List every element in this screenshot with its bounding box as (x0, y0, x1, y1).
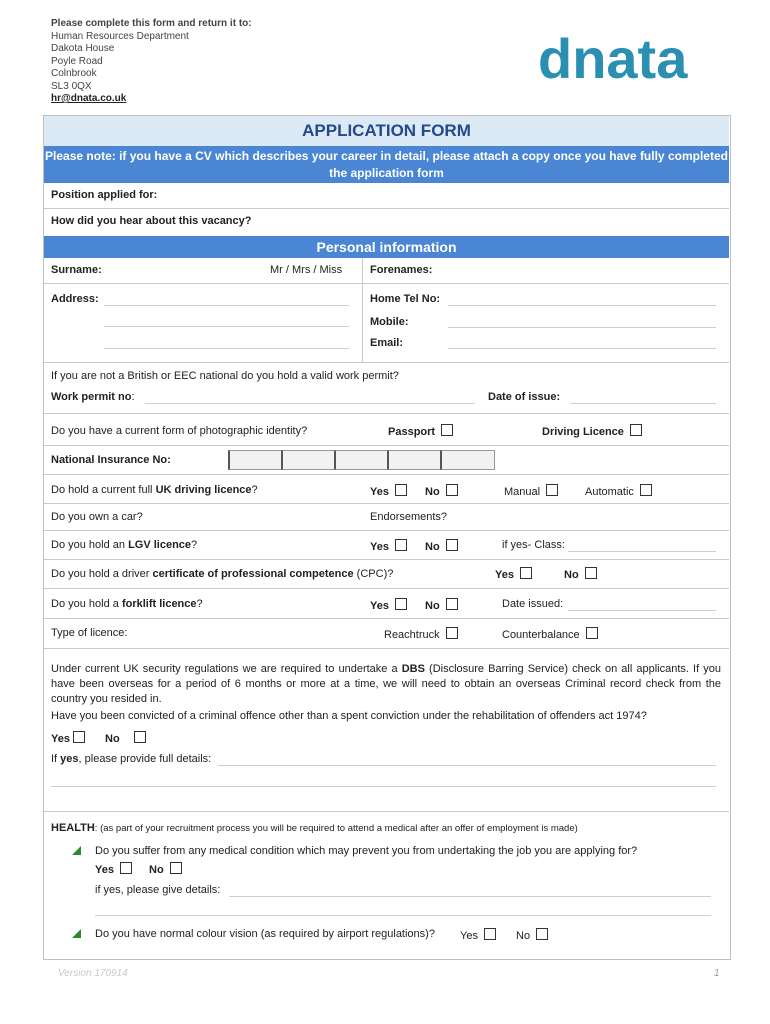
personal-info-header: Personal information (44, 236, 729, 258)
dbs-paragraph (51, 662, 721, 707)
dbs-post: (Disclosure Barring Service) check on all applicants. If you have been overseas for a period of 6 months or more at a time, we will need to obtain an overseas Criminal record check from the country you resided in. (51, 663, 721, 705)
yes-label: Yes (51, 733, 70, 745)
dbs-pre: Under current UK security regulations we are required to undertake a (51, 663, 402, 675)
divider (44, 362, 729, 363)
divider (44, 618, 729, 619)
forklift-no-checkbox[interactable] (446, 598, 458, 610)
automatic-checkbox[interactable] (640, 484, 652, 496)
own-car-question: Do you own a car? (51, 511, 143, 523)
lgv-question (51, 539, 197, 551)
medical-no-checkbox[interactable] (170, 862, 182, 874)
mobile-label: Mobile: (370, 316, 409, 328)
yes-label: Yes (95, 864, 114, 876)
counterbalance-checkbox[interactable] (586, 627, 598, 639)
return-address (51, 18, 252, 106)
forklift-q-pre: Do you hold a (51, 598, 122, 610)
driving-licence-checkbox[interactable] (630, 424, 642, 436)
uk-licence-q-bold: UK driving licence (155, 484, 252, 496)
lgv-q-post: ? (191, 539, 198, 551)
cv-note-text: Please note: if you have a CV which describes your career in detail, please attach a copy once you have fully completed the application form (45, 149, 728, 180)
ni-box-4[interactable] (387, 450, 441, 470)
cpc-q-post: (CPC)? (353, 568, 394, 580)
no-label: No (425, 486, 440, 498)
driving-licence-label: Driving Licence (542, 426, 624, 438)
reachtruck-checkbox[interactable] (446, 627, 458, 639)
medical-question: Do you suffer from any medical condition which may prevent you from undertaking the job you are applying for? (95, 845, 638, 857)
uk-licence-q-pre: Do hold a current full (51, 484, 156, 496)
conviction-yes-checkbox[interactable] (73, 731, 85, 743)
divider (44, 648, 729, 649)
divider (44, 413, 729, 414)
divider (44, 474, 729, 475)
if-yes-bold: yes (60, 753, 79, 765)
cpc-q-pre: Do you hold a driver (51, 568, 153, 580)
date-of-issue-field[interactable] (570, 403, 716, 404)
no-label: No (105, 733, 120, 745)
position-label: Position applied for: (51, 189, 158, 201)
uk-licence-question (51, 484, 258, 496)
hear-label: How did you hear about this vacancy? (51, 215, 252, 227)
if-yes-pre: If (51, 753, 61, 765)
medical-details-field[interactable] (95, 915, 711, 916)
forenames-label: Forenames: (370, 264, 433, 276)
yes-label: Yes (370, 486, 389, 498)
cv-note (44, 146, 729, 183)
ni-box-2[interactable] (281, 450, 335, 470)
no-label: No (564, 569, 579, 581)
automatic-label: Automatic (585, 486, 634, 498)
version-label: Version 170914 (58, 968, 128, 979)
forklift-q-bold: forklift licence (121, 598, 197, 610)
reachtruck-label: Reachtruck (384, 629, 440, 641)
passport-label: Passport (388, 426, 436, 438)
ni-box-3[interactable] (334, 450, 388, 470)
ni-label: National Insurance No: (51, 454, 171, 466)
uk-licence-yes-checkbox[interactable] (395, 484, 407, 496)
passport-checkbox[interactable] (441, 424, 453, 436)
give-details-label: if yes, please give details: (95, 884, 221, 896)
date-issued-field[interactable] (568, 610, 716, 611)
divider (44, 530, 729, 531)
dbs-bold: DBS (401, 663, 425, 675)
home-tel-label: Home Tel No: (370, 293, 441, 305)
colour-yes-checkbox[interactable] (484, 928, 496, 940)
work-permit-no-label: Work permit no (51, 391, 132, 403)
yes-label: Yes (370, 600, 389, 612)
divider (44, 588, 729, 589)
address-field[interactable] (104, 305, 349, 306)
lgv-no-checkbox[interactable] (446, 539, 458, 551)
address-field[interactable] (104, 326, 349, 327)
conviction-details-field[interactable] (218, 765, 716, 766)
forklift-q-post: ? (196, 598, 203, 610)
check-bullet-icon (72, 846, 81, 855)
no-label: No (425, 541, 440, 553)
colour-vision-question: Do you have normal colour vision (as required by airport regulations)? (95, 928, 435, 940)
no-label: No (425, 600, 440, 612)
lgv-q-bold: LGV licence (128, 539, 192, 551)
conviction-details-field[interactable] (51, 786, 716, 787)
lgv-q-pre: Do you hold an (51, 539, 129, 551)
no-label: No (516, 930, 531, 942)
cpc-no-checkbox[interactable] (585, 567, 597, 579)
cpc-yes-checkbox[interactable] (520, 567, 532, 579)
health-bold: HEALTH (51, 822, 95, 834)
column-divider (362, 258, 363, 362)
title-options[interactable]: Mr / Mrs / Miss (270, 264, 343, 276)
form-title: APPLICATION FORM (44, 116, 729, 146)
divider (44, 283, 729, 284)
divider (44, 559, 729, 560)
lgv-yes-checkbox[interactable] (395, 539, 407, 551)
divider (44, 811, 729, 812)
uk-licence-q-post: ? (251, 484, 258, 496)
cpc-question (51, 568, 393, 580)
divider (44, 503, 729, 504)
uk-licence-no-checkbox[interactable] (446, 484, 458, 496)
address-line: Poyle Road (51, 55, 103, 67)
address-line: SL3 0QX (51, 80, 92, 92)
forklift-yes-checkbox[interactable] (395, 598, 407, 610)
address-line: Colnbrook (51, 68, 97, 79)
work-permit-colon: : (131, 391, 135, 403)
manual-label: Manual (504, 486, 541, 498)
divider (44, 445, 729, 446)
hr-email-link[interactable]: hr@dnata.co.uk (51, 93, 127, 104)
conviction-question: Have you been convicted of a criminal offence other than a spent conviction under the rehabilitation of offenders act 1974? (51, 710, 647, 722)
address-field[interactable] (104, 348, 349, 349)
type-licence-label: Type of licence: (51, 627, 128, 639)
work-permit-question: If you are not a British or EEC national do you hold a valid work permit? (51, 370, 399, 382)
email-label: Email: (370, 337, 404, 349)
email-field[interactable] (448, 348, 716, 349)
colour-no-checkbox[interactable] (536, 928, 548, 940)
cpc-q-bold: certificate of professional competence (152, 568, 354, 580)
manual-checkbox[interactable] (546, 484, 558, 496)
ni-box-1[interactable] (228, 450, 282, 470)
no-label: No (149, 864, 164, 876)
counterbalance-label: Counterbalance (502, 629, 580, 641)
logo-wordmark: dnata (538, 30, 688, 86)
address-line: Dakota House (51, 43, 115, 54)
return-intro: Please complete this form and return it to: (51, 18, 252, 29)
work-permit-field[interactable] (145, 403, 475, 404)
yes-label: Yes (370, 541, 389, 553)
medical-yes-checkbox[interactable] (120, 862, 132, 874)
date-of-issue-label: Date of issue: (488, 391, 561, 403)
address-label: Address: (51, 293, 99, 305)
surname-label: Surname: (51, 264, 102, 276)
yes-label: Yes (460, 930, 478, 942)
address-line: Human Resources Department (51, 30, 189, 42)
medical-details-field[interactable] (229, 896, 711, 897)
mobile-field[interactable] (448, 327, 716, 328)
if-yes-class-label: if yes- Class: (502, 539, 565, 551)
lgv-class-field[interactable] (568, 551, 716, 552)
divider (44, 208, 729, 209)
page-number: 1 (714, 968, 720, 979)
photo-id-question: Do you have a current form of photographic identity? (51, 425, 308, 437)
yes-label: Yes (495, 569, 514, 581)
health-note: : (as part of your recruitment process you will be required to attend a medical after an offer of employment is made) (94, 823, 578, 834)
home-tel-field[interactable] (448, 305, 716, 306)
conviction-no-checkbox[interactable] (134, 731, 146, 743)
forklift-question (51, 598, 203, 610)
date-issued-label: Date issued: (502, 598, 564, 610)
if-yes-post: , please provide full details: (78, 753, 212, 765)
dnata-logo (538, 30, 718, 89)
endorsements-label: Endorsements? (370, 511, 448, 523)
ni-box-5[interactable] (440, 450, 495, 470)
check-bullet-icon (72, 929, 81, 938)
